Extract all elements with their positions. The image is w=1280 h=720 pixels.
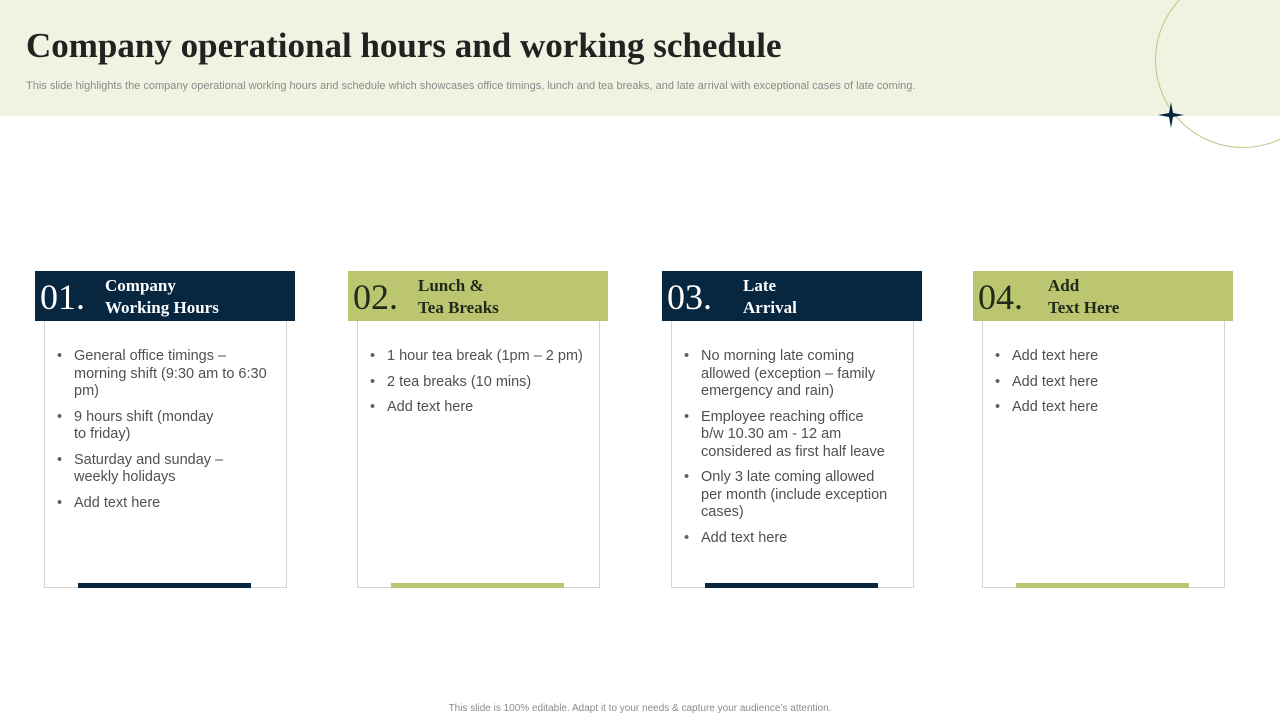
- card-add-text: [973, 271, 1233, 591]
- list-item: • Add text here: [682, 530, 902, 548]
- list-item: • Add text here: [55, 495, 275, 513]
- card-body: [671, 301, 914, 588]
- card-title: Lunch & Tea Breaks: [418, 276, 499, 317]
- list-item: • Employee reaching office b/w 10.30 am - 12 am considered as first half leave: [682, 409, 902, 462]
- card-accent-bar: [705, 583, 878, 588]
- card-working-hours: [35, 271, 295, 591]
- sparkle-star-icon: [1157, 101, 1185, 129]
- list-item: • General office timings – morning shift (9:30 am to 6:30 pm): [55, 348, 275, 401]
- list-item: • Add text here: [993, 399, 1213, 417]
- card-number: 04.: [978, 277, 1023, 317]
- bullet-list: [55, 348, 275, 520]
- slide-title: Company operational hours and working schedule: [26, 26, 782, 65]
- card-header: [973, 271, 1233, 321]
- card-header: [35, 271, 295, 321]
- list-item: • 1 hour tea break (1pm – 2 pm): [368, 348, 588, 366]
- list-item: • Add text here: [993, 348, 1213, 366]
- card-accent-bar: [391, 583, 564, 588]
- list-item: • 9 hours shift (monday to friday): [55, 409, 275, 444]
- card-number: 01.: [40, 277, 85, 317]
- card-accent-bar: [1016, 583, 1189, 588]
- card-header: [348, 271, 608, 321]
- card-title: Add Text Here: [1048, 276, 1120, 317]
- card-accent-bar: [78, 583, 251, 588]
- list-item: • Add text here: [368, 399, 588, 417]
- bullet-list: [368, 348, 588, 425]
- slide-subtitle: This slide highlights the company operational working hours and schedule which showcases office timings, lunch and tea breaks, and late arrival with exceptional cases of late coming.: [26, 80, 916, 92]
- card-title: Company Working Hours: [105, 276, 219, 317]
- card-number: 02.: [353, 277, 398, 317]
- card-lunch-tea-breaks: [348, 271, 608, 591]
- list-item: • Saturday and sunday – weekly holidays: [55, 452, 275, 487]
- card-late-arrival: [662, 271, 922, 591]
- list-item: • Add text here: [993, 374, 1213, 392]
- card-number: 03.: [667, 277, 712, 317]
- bullet-list: [993, 348, 1213, 425]
- list-item: • No morning late coming allowed (exception – family emergency and rain): [682, 348, 902, 401]
- card-body: [357, 301, 600, 588]
- bullet-list: [682, 348, 902, 555]
- card-header: [662, 271, 922, 321]
- card-title: Late Arrival: [743, 276, 797, 317]
- list-item: • Only 3 late coming allowed per month (include exception cases): [682, 469, 902, 522]
- card-body: [44, 301, 287, 588]
- card-body: [982, 301, 1225, 588]
- footer-note: This slide is 100% editable. Adapt it to your needs & capture your audience’s attention.: [448, 703, 832, 714]
- list-item: • 2 tea breaks (10 mins): [368, 374, 588, 392]
